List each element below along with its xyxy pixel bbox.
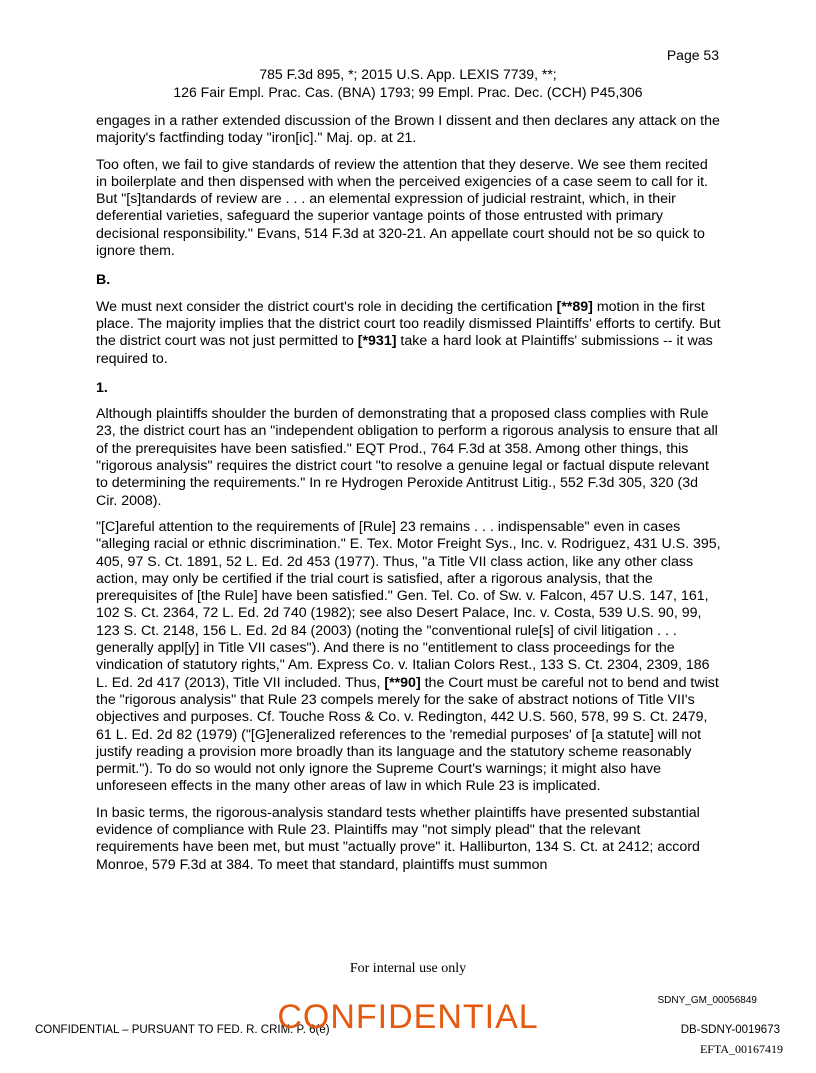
- case-citation-header: [0, 65, 816, 101]
- section-heading-b: B.: [96, 272, 111, 289]
- star-page-marker: [**89]: [556, 298, 593, 315]
- confidential-notice: CONFIDENTIAL – PURSUANT TO FED. R. CRIM. P. 6(e): [35, 1024, 330, 1036]
- citation-line-1: 785 F.3d 895, *; 2015 U.S. App. LEXIS 7739, **;: [259, 66, 557, 82]
- paragraph: In basic terms, the rigorous-analysis standard tests whether plaintiffs have presented substantial evidence of compliance with Rule 23. Plaintiffs may "not simply plead" that the relevant requirements have been met, but must "actually prove" it. Halliburton, 134 S. Ct. at 2412; accord Monroe, 579 F.3d at 384. To meet that standard, plaintiffs must summon: [96, 804, 700, 873]
- star-page-marker: [**90]: [384, 674, 421, 691]
- text-run: the Court must be careful not to bend and twist the "rigorous analysis" that Rule 23 compels merely for the sake of abstract notions of Title VII's objectives and purposes. Cf. Touche Ross & Co. v. Redington, 442 U.S. 560, 578, 99 S. Ct. 2479, 61 L. Ed. 2d 82 (1979) ("[G]eneralized references to the 'remedial purposes' of [a statute] will not justify reading a provision more broadly than its language and the statutory scheme reasonably permit."). To do so would not only ignore the Supreme Court's warnings; it might also have unforeseen effects in the many other areas of law in which Rule 23 is implicated.: [96, 674, 719, 795]
- section-heading-1: 1.: [96, 379, 108, 396]
- paragraph: Although plaintiffs shoulder the burden of demonstrating that a proposed class complies with Rule 23, the district court has an "independent obligation to perform a rigorous analysis to ensure that all of the prerequisites have been satisfied." EQT Prod., 764 F.3d at 358. Among other things, this "rigorous analysis" requires the district court "to resolve a genuine legal or factual dispute relevant to determining the requirements." In re Hydrogen Peroxide Antitrust Litig., 552 F.3d 305, 320 (3d Cir. 2008).: [96, 406, 718, 509]
- efta-number: EFTA_00167419: [699, 1042, 783, 1056]
- paragraph: Too often, we fail to give standards of review the attention that they deserve. We see them recited in boilerplate and then dispensed with when the perceived exigencies of a case seem to call for it. But "[s]tandards of review are . . . an elemental expression of judicial restraint, which, in their deferential varieties, safeguard the superior vantage points of those entrusted with primary decisional responsibility." Evans, 514 F.3d at 320-21. An appellate court should not be so quick to ignore them.: [96, 156, 709, 260]
- paragraph: [96, 299, 722, 368]
- paragraph: [96, 519, 722, 796]
- opinion-body: [96, 113, 722, 883]
- text-run: take a hard look at Plaintiffs' submissions -- it was required to.: [96, 333, 713, 367]
- citation-line-2: 126 Fair Empl. Prac. Cas. (BNA) 1793; 99 Empl. Prac. Dec. (CCH) P45,306: [173, 84, 643, 100]
- text-run: motion in the first place. The majority implies that the district court too readily dismissed Plaintiffs' efforts to certify. But the district court was not just permitted to: [96, 298, 721, 350]
- text-run: We must next consider the district court's role in deciding the certification: [96, 298, 557, 315]
- internal-use-notice: For internal use only: [349, 961, 467, 976]
- sdny-bates-number: SDNY_GM_00056849: [657, 995, 757, 1006]
- paragraph: engages in a rather extended discussion of the Brown I dissent and then declares any attack on the majority's factfinding today "iron[ic]." Maj. op. at 21.: [96, 113, 720, 147]
- db-bates-number: DB-SDNY-0019673: [680, 1024, 780, 1036]
- text-run: "[C]areful attention to the requirements of [Rule] 23 remains . . . indispensable" even in cases "alleging racial or ethnic discrimination." E. Tex. Motor Freight Sys., Inc. v. Rodriguez, 431 U.S. 395, 405, 97 S. Ct. 1891, 52 L. Ed. 2d 453 (1977). Thus, "a Title VII class action, like any other class action, may only be certified if the trial court is satisfied, after a rigorous analysis, that the prerequisites of [the Rule] have been satisfied." Gen. Tel. Co. of Sw. v. Falcon, 457 U.S. 147, 161, 102 S. Ct. 2364, 72 L. Ed. 2d 740 (1982); see also Desert Palace, Inc. v. Costa, 539 U.S. 90, 99, 123 S. Ct. 2148, 156 L. Ed. 2d 84 (2003) (noting the "conventional rule[s] of civil litigation . . . generally appl[y] in Title VII cases"). And there is no "entitlement to class proceedings for the vindication of statutory rights," Am. Express Co. v. Italian Colors Rest., 133 S. Ct. 2304, 2309, 186 L. Ed. 2d 417 (2013), Title VII included. Thus,: [96, 518, 721, 691]
- confidential-stamp: CONFIDENTIAL: [277, 998, 539, 1036]
- page-number: Page 53: [666, 47, 719, 63]
- star-page-marker: [*931]: [357, 333, 397, 350]
